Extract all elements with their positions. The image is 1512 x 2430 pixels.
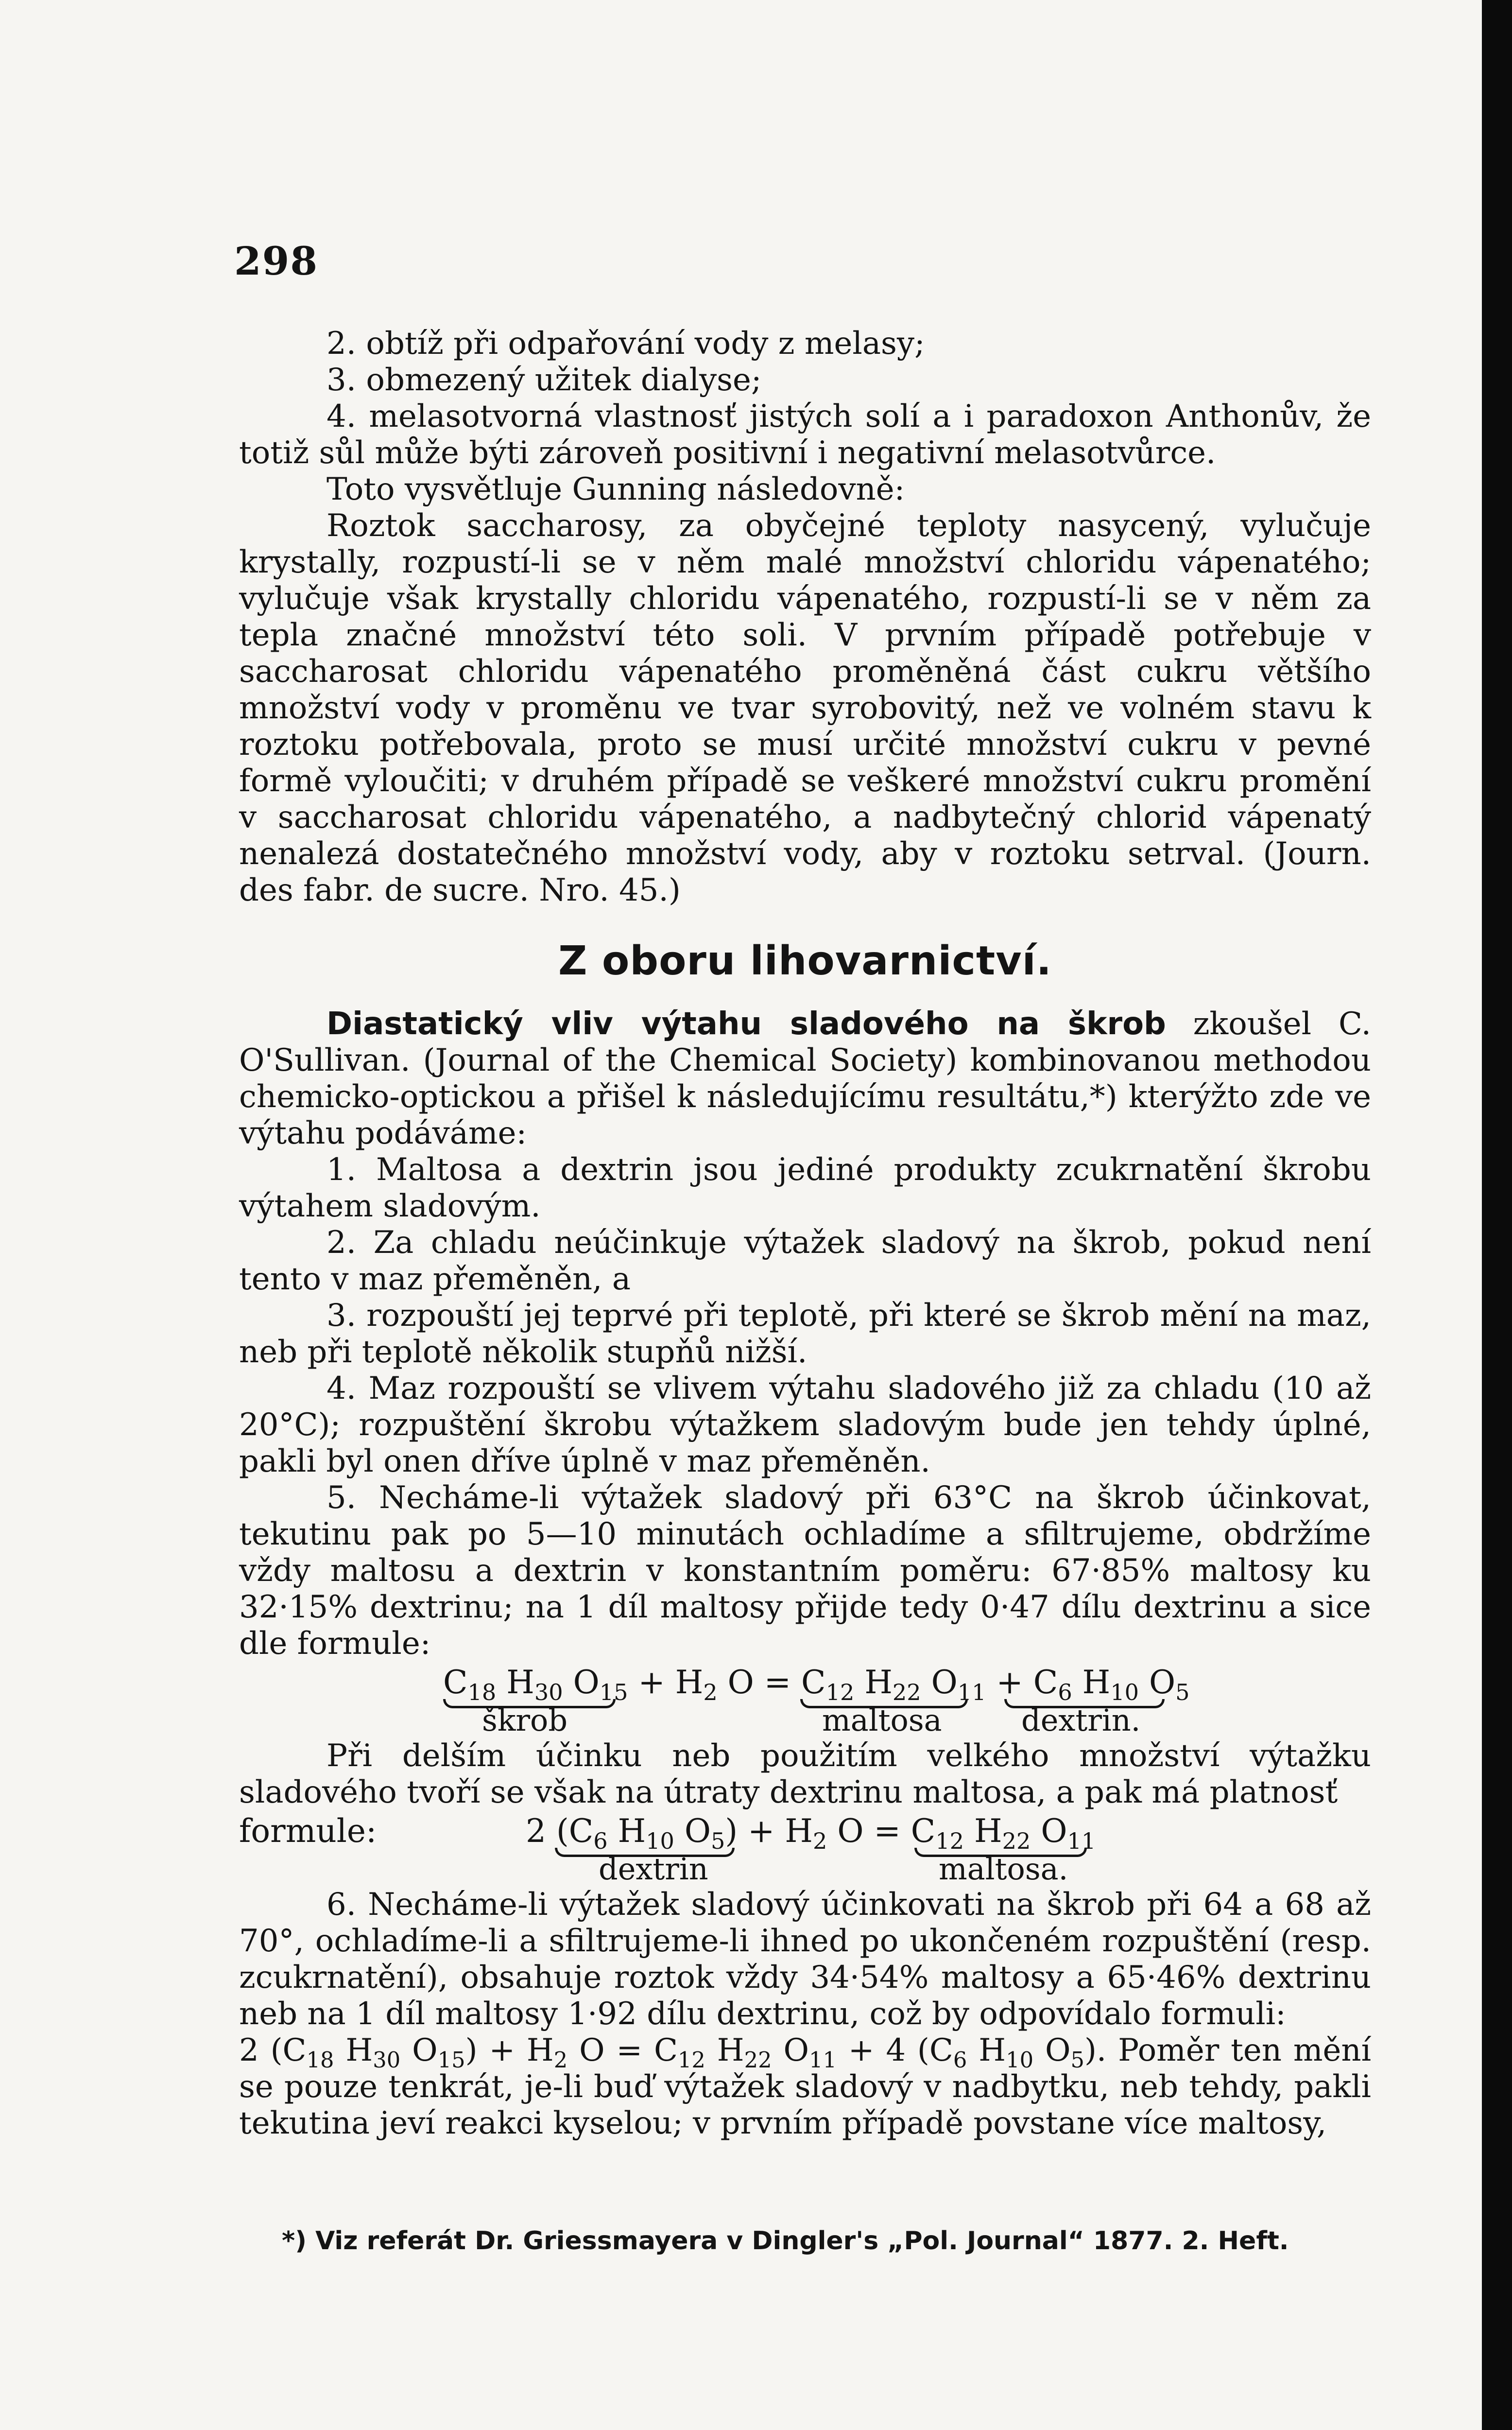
inline-formula: 2 ($C_{18}$ $H_{30}$ $O_{15}) + H_2$ $O = C_{12}$ $H_{22}$ $O_{11} + 4$ ($C_6$ $H_{10}$ $O_5$). [239,2032,1107,2073]
page-number: 298 [234,238,318,284]
paragraph: 3. obmezený užitek dialyse; [326,362,762,398]
formula-label: formule: [239,1812,377,1850]
equation-1-formula: $C_{18}$ $H_{30}$ $O_{15} + H_2$ $O = C_{12}$ $H_{22}$ $O_{11} + C_6$ $H_{10}$ $O_5$ [443,1664,1190,1706]
footnote: *) Viz referát Dr. Griessmayera v Dingler's „Pol. Journal“ 1877. 2. Heft. [282,2226,1289,2256]
eq-label: maltosa. [939,1851,1068,1887]
list-item-continued [239,2032,1371,2142]
eq-label: dextrin. [1021,1702,1141,1738]
list-item: 1. Maltosa a dextrin jsou jediné produkty zcukrnatění škrobu výtahem sladovým. [239,1152,1371,1224]
section-heading: Z oboru lihovarnictví. [558,938,1052,984]
intro-paragraph [239,1006,1371,1152]
intro-text: zkoušel C. O'Sullivan. (Journal of the Chemical Society) kombinovanou methodou chemicko-optickou a přišel k následujícímu resultátu,*) kterýžto zde ve výtahu podáváme: [239,1006,1371,1151]
eq-label: škrob [482,1702,568,1738]
paragraph: Roztok saccharosy, za obyčejné teploty nasycený, vylučuje krystally, rozpustí-li se v něm malé množství chloridu vápenatého; vylučuje však krystally chloridu vápenatého, rozpustí-li se v něm za tepla značné množství této soli. V prvním případě potřebuje v saccharosat chloridu vápenatého proměněná část cukru většího množství vody v proměnu ve tvar syrobovitý, než ve volném stavu k roztoku potřebovala, proto se musí určité množství cukru v pevné formě vyloučiti; v druhém případě se veškeré množství cukru promění v saccharosat chloridu vápenatého, a nadbytečný chlorid vápenatý nenalezá dostatečného množství vody, aby v roztoku setrval. (Journ. des fabr. de sucre. Nro. 45.) [239,508,1371,908]
list-item: 2. Za chladu neúčinkuje výtažek sladový na škrob, pokud není tento v maz přeměněn, a [239,1225,1371,1297]
continued-text: Poměr ten mění se pouze tenkrát, je-li buď výtažek sladový v nadbytku, neb tehdy, pakli tekutina jeví reakci kyselou; v prvním případě povstane více maltosy, [239,2032,1372,2141]
paragraph: Při delším účinku neb použitím velkého množství výtažku sladového tvoří se však na útraty dextrinu maltosa, a pak má platnosť [239,1738,1371,1810]
scan-edge [1482,0,1512,2430]
equation-2-formula: 2 ($C_6$ $H_{10}$ $O_5) + H_2$ $O = C_{12}$ $H_{22}$ $O_{11}$ [526,1812,1096,1855]
list-item: 3. rozpouští jej teprvé při teplotě, při které se škrob mění na maz, neb při teplotě několik stupňů nižší. [239,1298,1371,1370]
eq-label: dextrin [599,1851,708,1887]
equation-2 [239,1811,1371,1855]
list-item: 5. Necháme-li výtažek sladový při 63°C na škrob účinkovat, tekutinu pak po 5—10 minutách ochladíme a sfiltrujeme, obdržíme vždy maltosu a dextrin v konstantním poměru: 67·85% maltosy ku 32·15% dextrinu; na 1 díl maltosy přijde tedy 0·47 dílu dextrinu a sice dle formule: [239,1480,1371,1662]
paragraph: 2. obtíž při odpařování vody z melasy; [326,326,925,362]
lead-phrase: Diastatický vliv výtahu sladového na škrob [326,1006,1166,1042]
paragraph: Toto vysvětluje Gunning následovně: [326,471,905,507]
equation-2-labels [239,1852,1371,1887]
paragraph: 4. melasotvorná vlastnosť jistých solí a i paradoxon Anthonův, že totiž sůl může býti zároveň positivní i negativní melasotvůrce. [239,399,1371,471]
eq-label: maltosa [822,1702,942,1738]
list-item: 6. Necháme-li výtažek sladový účinkovati na škrob při 64 a 68 až 70°, ochladíme-li a sfiltrujeme-li ihned po ukončeném rozpuštění (resp. zcukrnatění), obsahuje roztok vždy 34·54% maltosy a 65·46% dextrinu neb na 1 díl maltosy 1·92 dílu dextrinu, což by odpovídalo formuli: [239,1887,1371,2032]
equation-1-labels [239,1703,1371,1738]
list-item: 4. Maz rozpouští se vlivem výtahu sladového již za chladu (10 až 20°C); rozpuštění škrobu výtažkem sladovým bude jen tehdy úplné, pakli byl onen dříve úplně v maz přeměněn. [239,1371,1371,1479]
body-text [239,326,1371,2142]
equation-1 [239,1662,1371,1706]
